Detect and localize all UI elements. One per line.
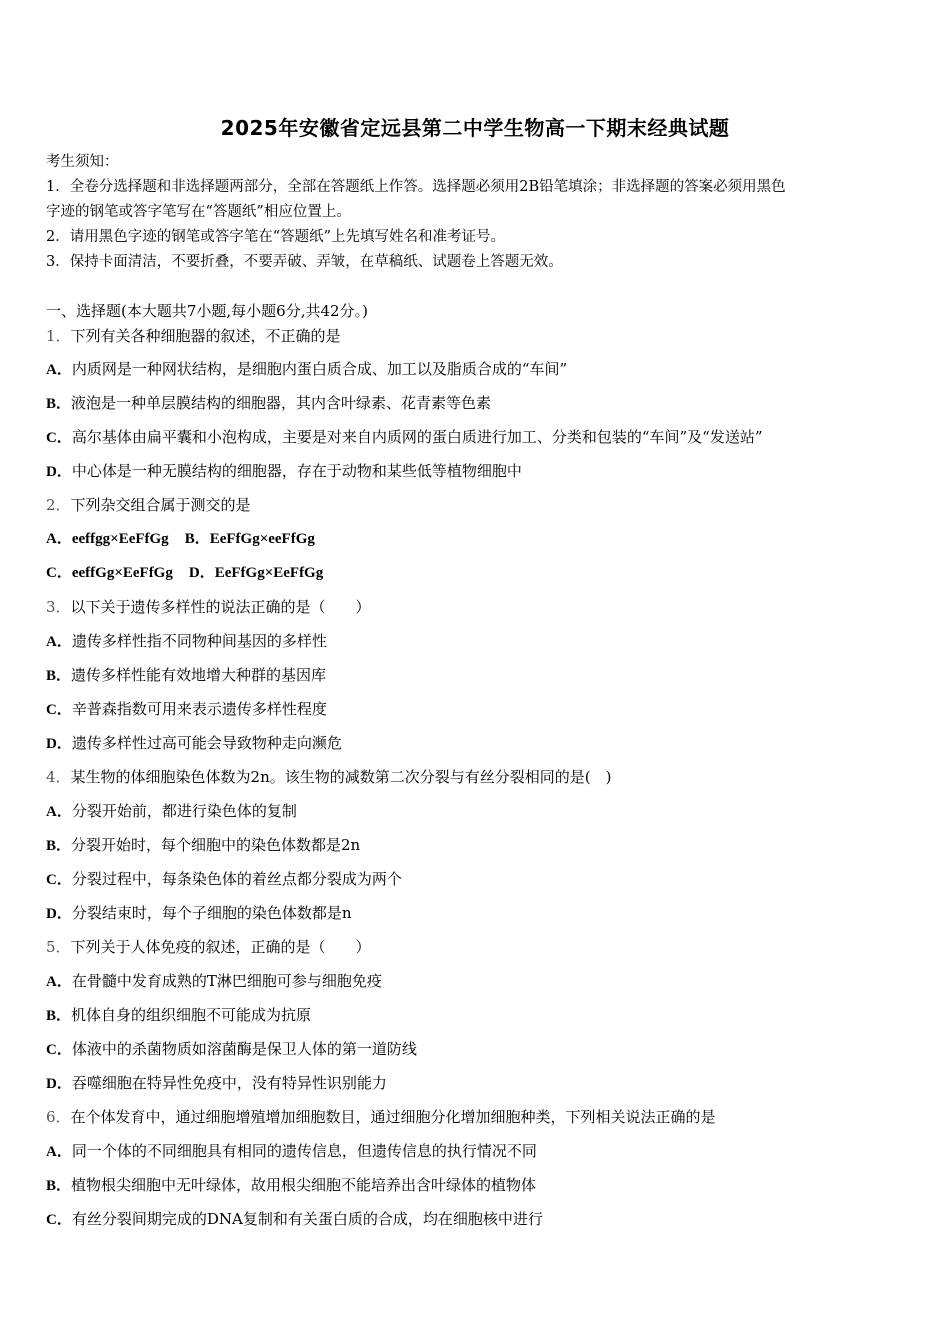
- option: [46, 1038, 916, 1061]
- question-number: 6．: [46, 1108, 71, 1126]
- question-number: 5．: [46, 938, 71, 956]
- option-key: D．: [46, 464, 72, 480]
- option: [46, 834, 916, 857]
- option-text: 液泡是一种单层膜结构的细胞器，其内含叶绿素、花青素等色素: [71, 394, 492, 412]
- question-number: 1．: [46, 327, 71, 345]
- option-key: A．: [46, 974, 72, 990]
- option-text: eeffgg×EeFfGg: [71, 531, 169, 547]
- option: [46, 392, 916, 415]
- option-text: 分裂开始时，每个细胞中的染色体数都是2n: [71, 836, 361, 854]
- option: [46, 1174, 916, 1197]
- option-text: eeffGg×EeFfGg: [71, 565, 173, 581]
- option-text: 内质网是一种网状结构，是细胞内蛋白质合成、加工以及脂质合成的“车间”: [71, 360, 568, 378]
- option-key: C．: [46, 1042, 72, 1058]
- option: [46, 732, 916, 755]
- option-key: A．: [46, 1144, 72, 1160]
- question-text: 下列杂交组合属于测交的是: [70, 496, 251, 514]
- option-key: C．: [46, 702, 72, 718]
- option-text: 遗传多样性能有效地增大种群的基因库: [71, 666, 327, 684]
- notice-item: 1．全卷分选择题和非选择题两部分，全部在答题纸上作答。选择题必须用2B铅笔填涂；非选择题的答案必须用黑色: [46, 179, 786, 195]
- option-key: C．: [46, 430, 72, 446]
- option-text: 中心体是一种无膜结构的细胞器，存在于动物和某些低等植物细胞中: [71, 462, 522, 480]
- question-text: 某生物的体细胞染色体数为2n。该生物的减数第二次分裂与有丝分裂相同的是( ): [70, 768, 612, 786]
- question-number: 3．: [46, 598, 71, 616]
- option: [46, 460, 916, 483]
- option-text: 机体自身的组织细胞不可能成为抗原: [71, 1006, 312, 1024]
- option-text: 同一个体的不同细胞具有相同的遗传信息，但遗传信息的执行情况不同: [71, 1142, 537, 1160]
- notice-item: 3．保持卡面清洁，不要折叠，不要弄破、弄皱，在草稿纸、试题卷上答题无效。: [46, 254, 563, 270]
- option-key: C．: [46, 565, 72, 581]
- option: [189, 562, 323, 584]
- option-key: A．: [46, 804, 72, 820]
- question-number: 4．: [46, 768, 71, 786]
- option-key: B．: [46, 668, 72, 684]
- option-text: 遗传多样性指不同物种间基因的多样性: [71, 632, 327, 650]
- question-2: [46, 494, 916, 516]
- option: [46, 426, 916, 449]
- notice-item: 2．请用黑色字迹的钢笔或答字笔在“答题纸”上先填写姓名和准考证号。: [46, 229, 506, 245]
- option-key: B．: [46, 1008, 72, 1024]
- notice-block: [46, 150, 906, 275]
- question-number: 2．: [46, 496, 71, 514]
- option-key: C．: [46, 1212, 72, 1228]
- option-text: EeFfGg×EeFfGg: [214, 565, 324, 581]
- option: [185, 528, 315, 550]
- option: [46, 630, 916, 653]
- page-title: 2025年安徽省定远县第二中学生物高一下期末经典试题: [220, 116, 730, 140]
- option-text: 分裂过程中，每条染色体的着丝点都分裂成为两个: [71, 870, 402, 888]
- option-text: 分裂结束时，每个子细胞的染色体数都是n: [71, 904, 352, 922]
- option-key: A．: [46, 634, 72, 650]
- option-pair: [46, 528, 916, 550]
- option-text: 辛普森指数可用来表示遗传多样性程度: [71, 700, 327, 718]
- option: [46, 868, 916, 891]
- question-text: 下列有关各种细胞器的叙述，不正确的是: [70, 327, 341, 345]
- option-text: 高尔基体由扁平囊和小泡构成，主要是对来自内质网的蛋白质进行加工、分类和包装的“车间”及“发送站”: [71, 428, 763, 446]
- option-text: 分裂开始前，都进行染色体的复制: [71, 802, 297, 820]
- option: [46, 902, 916, 925]
- option-text: 体液中的杀菌物质如溶菌酶是保卫人体的第一道防线: [71, 1040, 417, 1058]
- option-key: A．: [46, 362, 72, 378]
- option-key: C．: [46, 872, 72, 888]
- option-pair: [46, 562, 916, 584]
- option: [46, 1140, 916, 1163]
- option-key: A．: [46, 531, 72, 547]
- option-key: D．: [46, 1076, 72, 1092]
- option-text: 遗传多样性过高可能会导致物种走向濒危: [71, 734, 342, 752]
- option-text: 植物根尖细胞中无叶绿体，故用根尖细胞不能培养出含叶绿体的植物体: [71, 1176, 537, 1194]
- option: [46, 800, 916, 823]
- option: [46, 528, 169, 550]
- question-text: 下列关于人体免疫的叙述，正确的是（ ）: [70, 938, 371, 956]
- option-text: EeFfGg×eeFfGg: [209, 531, 315, 547]
- option-text: 有丝分裂间期完成的DNA复制和有关蛋白质的合成，均在细胞核中进行: [71, 1210, 543, 1228]
- option-text: 吞噬细胞在特异性免疫中，没有特异性识别能力: [71, 1074, 387, 1092]
- option: [46, 970, 916, 993]
- option: [46, 562, 173, 584]
- option-text: 在骨髓中发育成熟的T淋巴细胞可参与细胞免疫: [71, 972, 382, 990]
- question-1: [46, 325, 916, 347]
- option: [46, 664, 916, 687]
- option-key: B．: [46, 396, 72, 412]
- option-key: D．: [46, 906, 72, 922]
- question-5: [46, 936, 916, 958]
- question-text: 在个体发育中，通过细胞增殖增加细胞数目，通过细胞分化增加细胞种类，下列相关说法正确的是: [70, 1108, 716, 1126]
- option: [46, 1208, 916, 1231]
- question-text: 以下关于遗传多样性的说法正确的是（ ）: [70, 598, 371, 616]
- option-key: B．: [184, 531, 210, 547]
- question-4: [46, 766, 916, 788]
- option: [46, 1004, 916, 1027]
- option-key: B．: [46, 838, 72, 854]
- section-title: 一、选择题(本大题共7小题,每小题6分,共42分。): [46, 302, 368, 320]
- option-key: B．: [46, 1178, 72, 1194]
- option: [46, 1072, 916, 1095]
- option: [46, 358, 916, 381]
- notice-item: 字迹的钢笔或答字笔写在“答题纸”相应位置上。: [46, 204, 351, 220]
- question-6: [46, 1106, 916, 1128]
- question-3: [46, 596, 916, 618]
- notice-heading: 考生须知：: [46, 154, 119, 170]
- option: [46, 698, 916, 721]
- option-key: D．: [188, 565, 215, 581]
- option-key: D．: [46, 736, 72, 752]
